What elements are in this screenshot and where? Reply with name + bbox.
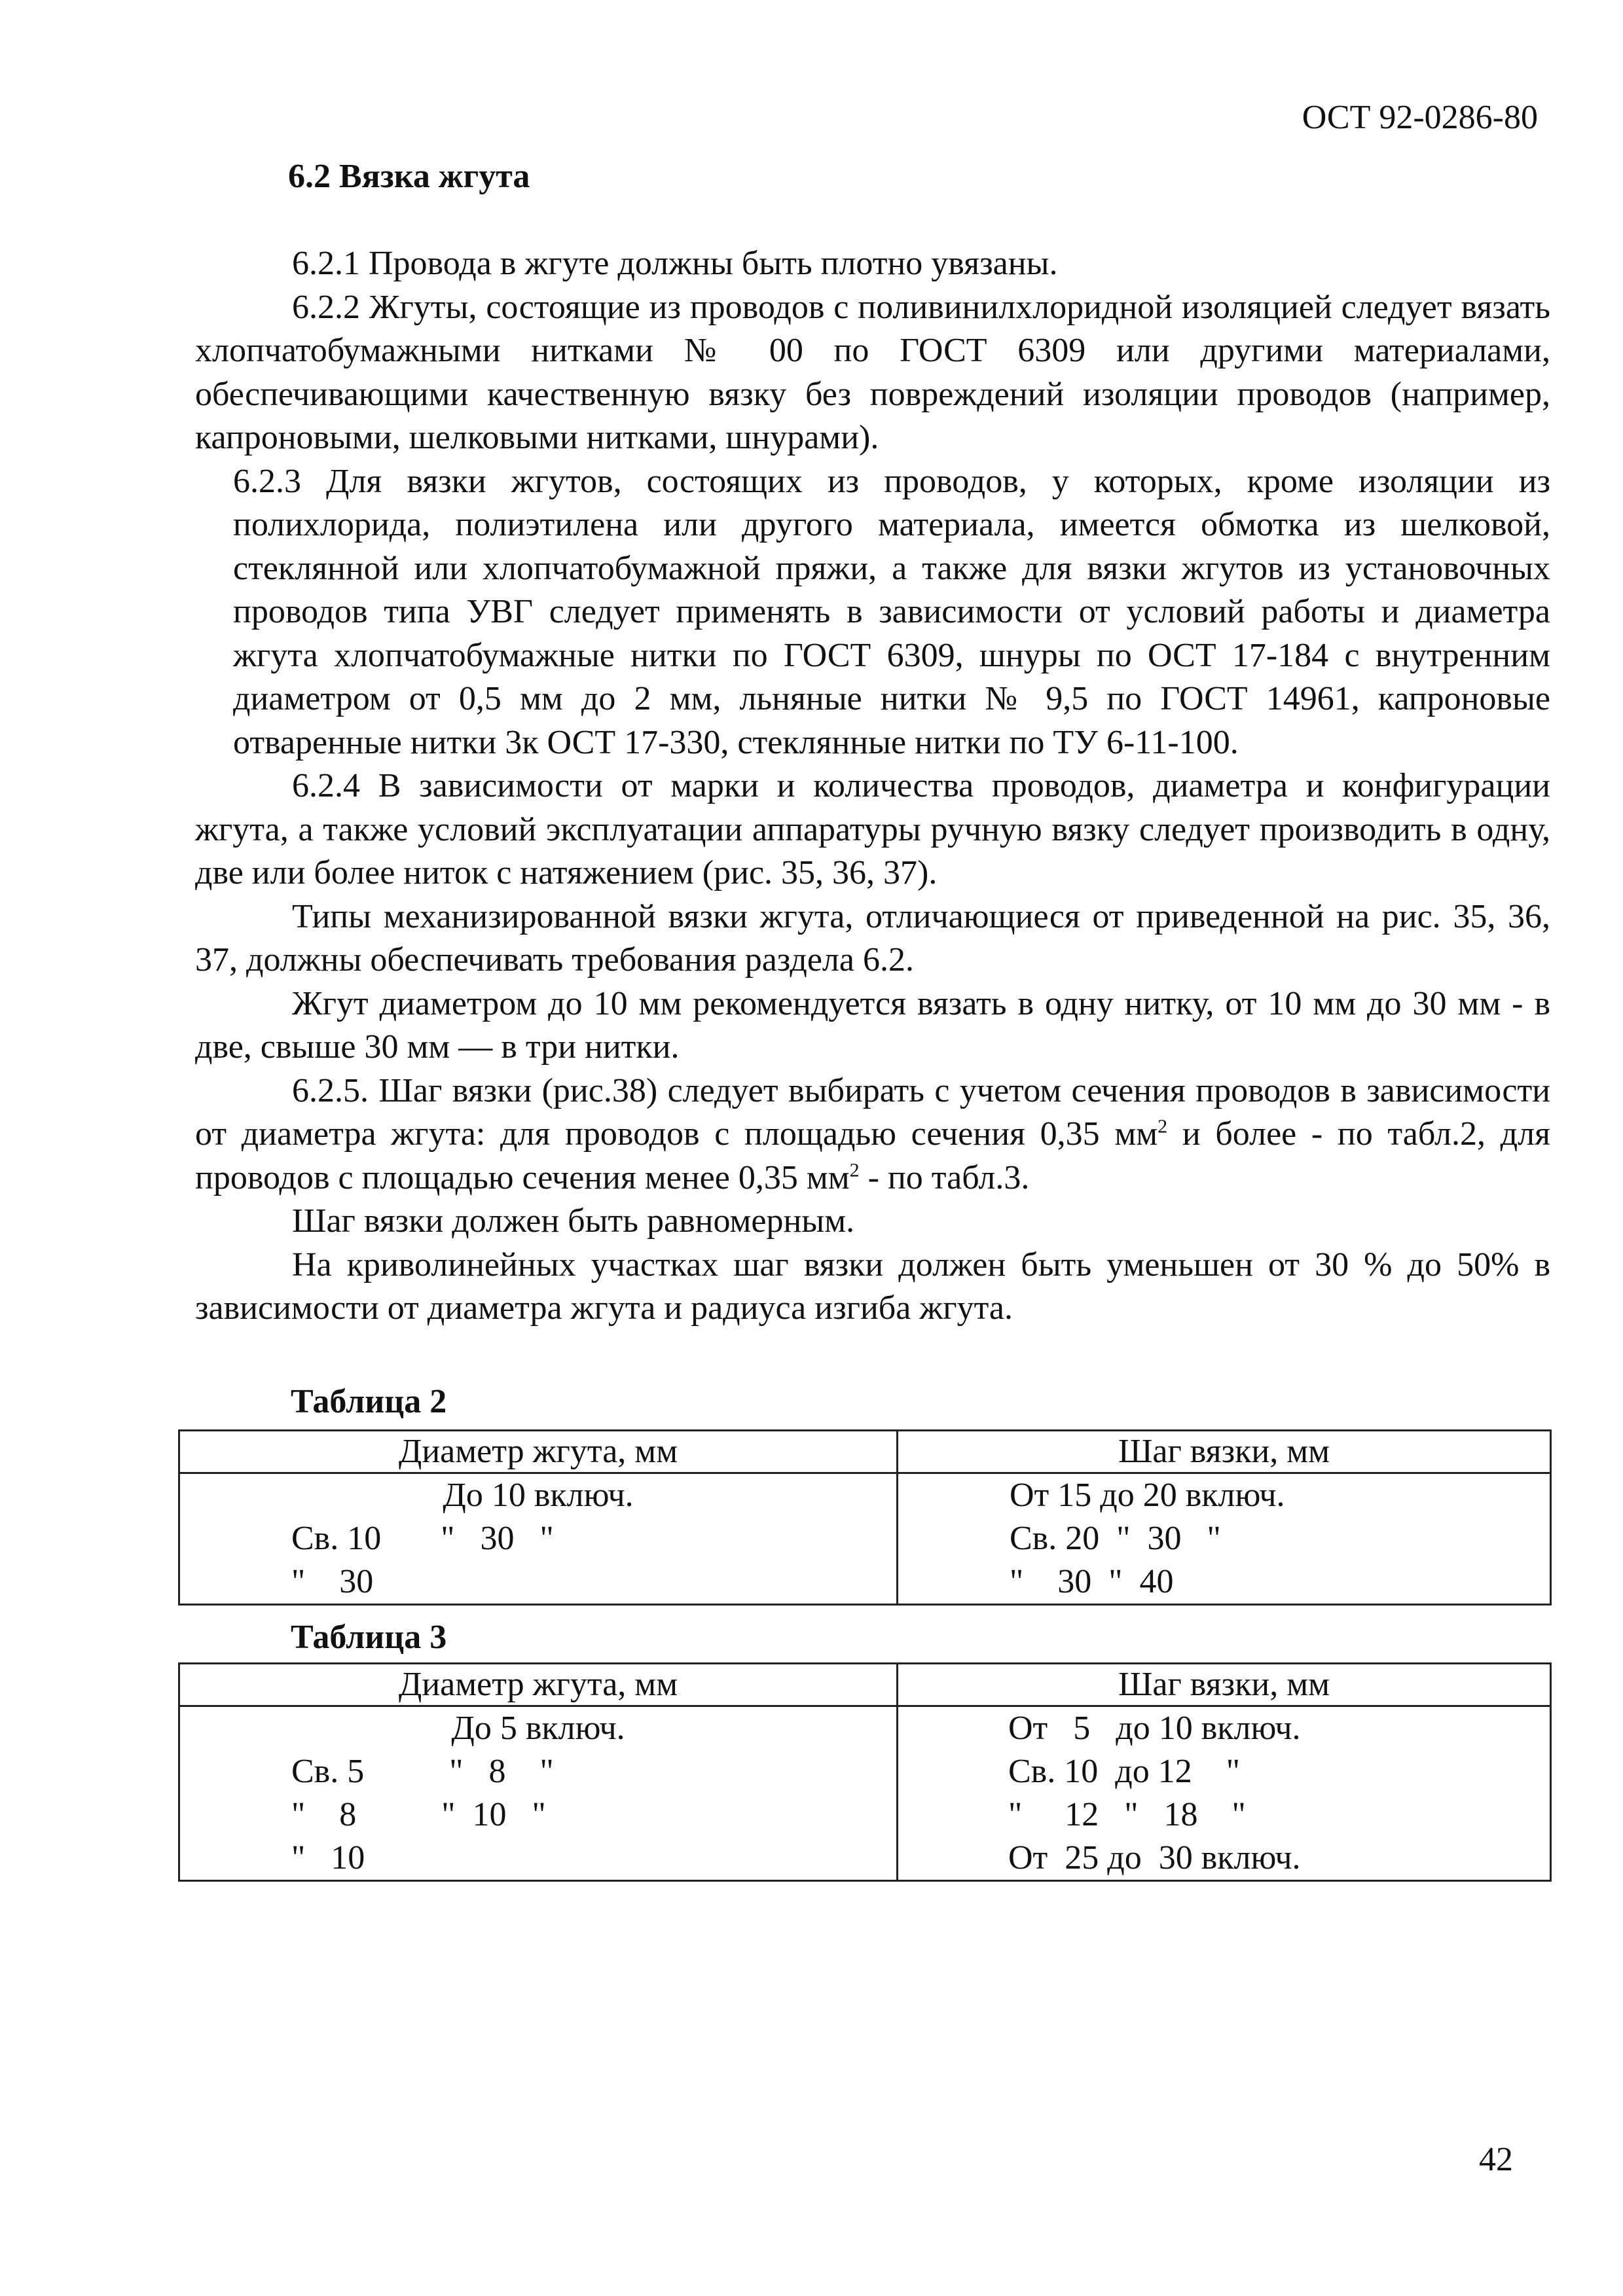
table2-step-cell bbox=[898, 1473, 1551, 1605]
table-row: " 12 " 18 " bbox=[1008, 1796, 1246, 1833]
p625-sup2: 2 bbox=[849, 1159, 860, 1181]
paragraph-mechanized-binding: Типы механизированной вязки жгута, отличающиеся от приведенной на рис. 35, 36, 37, должны обеспечивать требования раздела 6.2. bbox=[195, 897, 1550, 978]
section-title: 6.2 Вязка жгута bbox=[288, 158, 530, 195]
table3-header-row bbox=[179, 1664, 1551, 1706]
table2-header-row bbox=[179, 1431, 1551, 1473]
p625-part3: - по табл.3. bbox=[859, 1158, 1030, 1196]
table3 bbox=[178, 1662, 1552, 1882]
paragraph-6-2-3: 6.2.3 Для вязки жгутов, состоящих из проводов, у которых, кроме изоляции из полихлорида, полиэтилена или другого материала, имеется обмотка из шелковой, стеклянной или хлопчатобумажной пряжи, а также для вязки жгутов из установочных проводов типа УВГ следует применять в зависимости от условий работы и диаметра жгута хлопчатобумажные нитки по ГОСТ 6309, шнуры по ОСТ 17-184 с внутренним диаметром от 0,5 мм до 2 мм, льняные нитки № 9,5 по ГОСТ 14961, капроновые отваренные нитки 3к ОСТ 17-330, стеклянные нитки по ТУ 6-11-100. bbox=[233, 462, 1550, 761]
table2-header-diameter: Диаметр жгута, мм bbox=[179, 1431, 898, 1473]
table2 bbox=[178, 1429, 1552, 1605]
table-row: " 30 bbox=[291, 1563, 374, 1600]
table2-caption: Таблица 2 bbox=[291, 1383, 447, 1420]
table-row: Св. 20 " 30 " bbox=[1010, 1520, 1221, 1557]
paragraph-6-2-4: 6.2.4 В зависимости от марки и количества проводов, диаметра и конфигурации жгута, а также условий эксплуатации аппаратуры ручную вязку следует производить в одну, две или более ниток с натяжением (рис. 35, 36, 37). bbox=[195, 767, 1550, 891]
table3-diameter-cell bbox=[179, 1706, 898, 1881]
body-text-block bbox=[195, 242, 1550, 1331]
table-row: Св. 5 " 8 " bbox=[291, 1753, 554, 1790]
p625-part2: и более - по табл.2, для проводов с площадью сечения менее 0,35 мм bbox=[195, 1115, 1550, 1196]
table-row: От 25 до 30 включ. bbox=[1008, 1839, 1301, 1876]
table-row: " 30 " 40 bbox=[1010, 1563, 1174, 1600]
paragraph-6-2-5 bbox=[195, 1069, 1550, 1200]
table-row: До 5 включ. bbox=[451, 1710, 625, 1747]
document-code: ОСТ 92-0286-80 bbox=[1302, 99, 1538, 136]
p625-sup1: 2 bbox=[1158, 1115, 1168, 1138]
table2-diameter-cell bbox=[179, 1473, 898, 1605]
table2-header-step: Шаг вязки, мм bbox=[898, 1431, 1551, 1473]
table3-header-step: Шаг вязки, мм bbox=[898, 1664, 1551, 1706]
paragraph-6-2-2: 6.2.2 Жгуты, состоящие из проводов с поливинилхлоридной изоляцией следует вязать хлопчатобумажными нитками № 00 по ГОСТ 6309 или другими материалами, обеспечивающими качественную вязку без повреждений изоляции проводов (например, капроновыми, шелковыми нитками, шнурами). bbox=[195, 288, 1550, 456]
table2-body-row bbox=[179, 1473, 1551, 1605]
table-row: Св. 10 " 30 " bbox=[291, 1520, 554, 1557]
table-row: " 10 bbox=[291, 1839, 365, 1876]
page-number: 42 bbox=[1479, 2141, 1513, 2178]
table3-step-cell bbox=[898, 1706, 1551, 1881]
paragraph-curved-sections: На криволинейных участках шаг вязки должен быть уменьшен от 30 % до 50% в зависимости от диаметра жгута и радиуса изгиба жгута. bbox=[195, 1246, 1550, 1327]
paragraph-thread-count: Жгут диаметром до 10 мм рекомендуется вязать в одну нитку, от 10 мм до 30 мм - в две, свыше 30 мм — в три нитки. bbox=[195, 984, 1550, 1066]
table-row: Св. 10 до 12 " bbox=[1008, 1753, 1240, 1790]
table3-body-row bbox=[179, 1706, 1551, 1881]
table-row: " 8 " 10 " bbox=[291, 1796, 546, 1833]
table-row: До 10 включ. bbox=[443, 1477, 634, 1514]
table3-header-diameter: Диаметр жгута, мм bbox=[179, 1664, 898, 1706]
table-row: От 15 до 20 включ. bbox=[1010, 1477, 1285, 1514]
paragraph-6-2-1: 6.2.1 Провода в жгуте должны быть плотно увязаны. bbox=[292, 245, 1058, 282]
paragraph-uniform-step: Шаг вязки должен быть равномерным. bbox=[292, 1202, 855, 1240]
table-row: От 5 до 10 включ. bbox=[1008, 1710, 1301, 1747]
p625-part1: 6.2.5. Шаг вязки (рис.38) следует выбирать с учетом сечения проводов в зависимости от диаметра жгута: для проводов с площадью сечения 0,35 мм bbox=[195, 1071, 1550, 1153]
table3-caption: Таблица 3 bbox=[291, 1619, 447, 1656]
